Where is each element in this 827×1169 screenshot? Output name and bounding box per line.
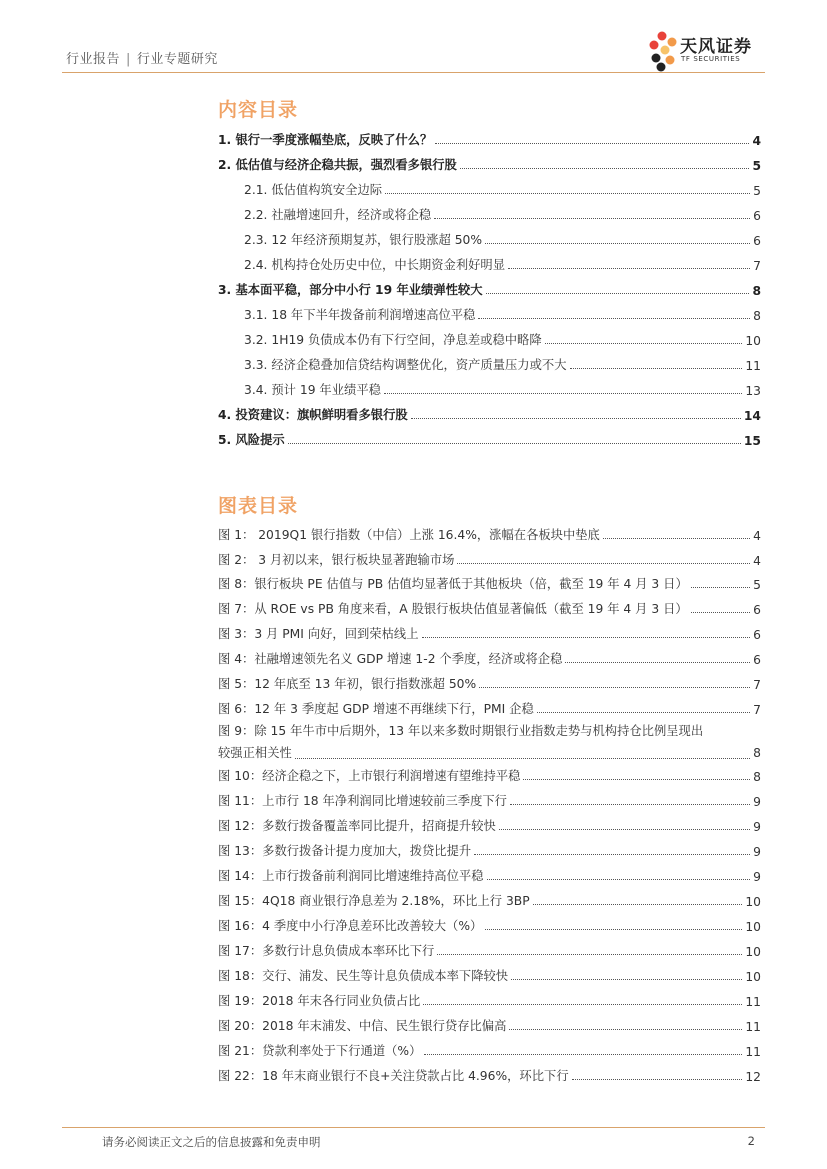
figure-entry[interactable] xyxy=(218,523,761,543)
entry-text: 图 13：多数行拨备计提力度加大，拨贷比提升 xyxy=(218,844,472,858)
report-type: 行业报告 xyxy=(66,52,121,67)
entry-page: 13 xyxy=(745,384,761,398)
entry-text: 图 14：上市行拨备前利润同比增速维持高位平稳 xyxy=(218,869,484,883)
entry-text: 图 16：4 季度中小行净息差环比改善较大（%） xyxy=(218,919,483,933)
figure-entry[interactable] xyxy=(218,764,761,784)
logo-dots-icon xyxy=(648,30,680,72)
entry-page: 6 xyxy=(753,653,761,667)
entry-text: 图 21：贷款利率处于下行通道（%） xyxy=(218,1044,422,1058)
dot-leader xyxy=(691,612,750,613)
dot-leader xyxy=(603,538,750,539)
entry-text: 图 11：上市行 18 年净利润同比增速较前三季度下行 xyxy=(218,794,507,808)
entry-page: 9 xyxy=(753,845,761,859)
dot-leader xyxy=(384,393,742,394)
dot-leader xyxy=(487,879,751,880)
dot-leader xyxy=(570,368,743,369)
entry-text: 图 22：18 年末商业银行不良+关注贷款占比 4.96%，环比下行 xyxy=(218,1069,569,1083)
dot-leader xyxy=(499,829,750,830)
entry-text: 图 3：3 月 PMI 向好，回到荣枯线上 xyxy=(218,627,419,641)
company-logo xyxy=(648,30,778,74)
entry-text: 图 17：多数行计息负债成本率环比下行 xyxy=(218,944,435,958)
entry-page: 14 xyxy=(743,409,761,423)
entry-page: 11 xyxy=(745,359,761,373)
dot-leader xyxy=(510,804,750,805)
entry-page: 11 xyxy=(745,995,761,1009)
figure-entry[interactable] xyxy=(218,964,761,984)
dot-leader xyxy=(435,143,749,144)
entry-text: 1. 银行一季度涨幅垫底，反映了什么？ xyxy=(218,133,433,147)
entry-page: 8 xyxy=(752,284,761,298)
entry-page: 5 xyxy=(752,159,761,173)
dot-leader xyxy=(437,954,742,955)
toc-entry[interactable] xyxy=(244,328,761,348)
dot-leader xyxy=(545,343,743,344)
dot-leader xyxy=(523,779,750,780)
entry-page: 12 xyxy=(745,1070,761,1084)
entry-page: 7 xyxy=(753,678,761,692)
entry-page: 7 xyxy=(753,703,761,717)
entry-page: 10 xyxy=(745,945,761,959)
entry-page: 4 xyxy=(752,134,761,148)
entry-page: 10 xyxy=(745,970,761,984)
entry-page: 6 xyxy=(753,234,761,248)
dot-leader xyxy=(474,854,750,855)
dot-leader xyxy=(295,758,750,759)
entry-text: 3.3. 经济企稳叠加信贷结构调整优化，资产质量压力或不大 xyxy=(244,358,567,372)
entry-text: 图 7：从 ROE vs PB 角度来看，A 股银行板块估值显著偏低（截至 19 年 4 月 3 日） xyxy=(218,602,688,616)
dot-leader xyxy=(424,1054,742,1055)
dot-leader xyxy=(479,687,750,688)
entry-text: 图 5：12 年底至 13 年初，银行指数涨超 50% xyxy=(218,677,477,691)
entry-page: 11 xyxy=(745,1045,761,1059)
entry-text: 2.2. 社融增速回升，经济或将企稳 xyxy=(244,208,432,222)
entry-text: 图 19：2018 年末各行同业负债占比 xyxy=(218,994,421,1008)
figure-entry[interactable] xyxy=(218,1039,761,1059)
dot-leader xyxy=(385,193,750,194)
figure-entry[interactable] xyxy=(218,597,761,617)
dot-leader xyxy=(411,418,741,419)
entry-page: 8 xyxy=(753,770,761,784)
figure-entry[interactable] xyxy=(218,814,761,834)
figure-entry[interactable] xyxy=(218,1064,761,1084)
entry-text: 3.2. 1H19 负债成本仍有下行空间，净息差或稳中略降 xyxy=(244,333,542,347)
toc-entry[interactable] xyxy=(244,303,761,323)
entry-text: 3. 基本面平稳，部分中小行 19 年业绩弹性较大 xyxy=(218,283,483,297)
toc-entry[interactable] xyxy=(244,178,761,198)
entry-page: 10 xyxy=(745,895,761,909)
dot-leader xyxy=(537,712,750,713)
dot-leader xyxy=(485,243,750,244)
figure-entry[interactable] xyxy=(218,864,761,884)
entry-page: 10 xyxy=(745,334,761,348)
entry-text: 3.1. 18 年下半年拨备前利润增速高位平稳 xyxy=(244,308,476,322)
dot-leader xyxy=(565,662,750,663)
figure-entry[interactable] xyxy=(218,572,761,592)
page-number: 2 xyxy=(747,1134,755,1148)
figure-entry-text-line2: 较强正相关性 xyxy=(218,746,292,760)
dot-leader xyxy=(485,929,742,930)
entry-text: 图 6：12 年 3 季度起 GDP 增速不再继续下行，PMI 企稳 xyxy=(218,702,534,716)
dot-leader xyxy=(478,318,750,319)
entry-page: 9 xyxy=(753,820,761,834)
entry-page: 5 xyxy=(753,578,761,592)
toc-entry[interactable] xyxy=(218,153,761,173)
toc-entry[interactable] xyxy=(218,403,761,423)
dot-leader xyxy=(508,268,750,269)
dot-leader xyxy=(533,904,743,905)
figure-entry[interactable] xyxy=(218,622,761,642)
toc-entry[interactable] xyxy=(244,353,761,373)
figure-entry[interactable] xyxy=(218,939,761,959)
entry-page: 8 xyxy=(753,309,761,323)
figures-title: 图表目录 xyxy=(218,495,299,517)
entry-text: 5. 风险提示 xyxy=(218,433,285,447)
entry-page: 4 xyxy=(753,554,761,568)
figure-entry[interactable] xyxy=(218,914,761,934)
entry-text: 图 15：4Q18 商业银行净息差为 2.18%，环比上行 3BP xyxy=(218,894,530,908)
entry-text: 图 2： 3 月初以来，银行板块显著跑输市场 xyxy=(218,553,455,567)
entry-page: 9 xyxy=(753,870,761,884)
toc-entry[interactable] xyxy=(244,228,761,248)
entry-page: 6 xyxy=(753,628,761,642)
toc-entry[interactable] xyxy=(218,428,761,448)
logo-chinese-name: 天风证券 xyxy=(680,37,752,57)
figure-entry-text-line1: 图 9：除 15 年牛市中后期外，13 年以来多数时期银行业指数走势与机构持仓比例呈现出 xyxy=(218,724,704,738)
entry-text: 2.1. 低估值构筑安全边际 xyxy=(244,183,383,197)
toc-entry[interactable] xyxy=(218,128,761,148)
entry-text: 2.3. 12 年经济预期复苏，银行股涨超 50% xyxy=(244,233,483,247)
figure-entry[interactable] xyxy=(218,672,761,692)
entry-page: 9 xyxy=(753,795,761,809)
entry-page: 10 xyxy=(745,920,761,934)
figure-entry[interactable] xyxy=(218,889,761,909)
figure-entry[interactable] xyxy=(218,548,761,568)
dot-leader xyxy=(511,979,742,980)
report-subtype: 行业专题研究 xyxy=(136,52,218,67)
dot-leader xyxy=(457,563,750,564)
entry-page: 5 xyxy=(753,184,761,198)
figure-entry[interactable] xyxy=(218,647,761,667)
entry-page: 4 xyxy=(753,529,761,543)
report-header xyxy=(66,48,218,67)
toc-entry[interactable] xyxy=(244,253,761,273)
toc-entry[interactable] xyxy=(218,278,761,298)
header-divider xyxy=(62,72,765,73)
dot-leader xyxy=(486,293,750,294)
figure-entry-page: 8 xyxy=(753,746,761,760)
toc-entry[interactable] xyxy=(244,203,761,223)
entry-page: 15 xyxy=(743,434,761,448)
figure-entry[interactable] xyxy=(218,989,761,1009)
toc-entry[interactable] xyxy=(244,378,761,398)
figure-entry[interactable] xyxy=(218,697,761,717)
entry-page: 7 xyxy=(753,259,761,273)
dot-leader xyxy=(423,1004,742,1005)
logo-english-name: TF SECURITIES xyxy=(681,55,741,63)
entry-text: 图 20：2018 年末浦发、中信、民生银行贷存比偏高 xyxy=(218,1019,507,1033)
dot-leader xyxy=(691,587,750,588)
entry-text: 图 8：银行板块 PE 估值与 PB 估值均显著低于其他板块（倍，截至 19 年 4 月 3 日） xyxy=(218,577,688,591)
entry-text: 图 1： 2019Q1 银行指数（中信）上涨 16.4%，涨幅在各板块中垫底 xyxy=(218,528,600,542)
dot-leader xyxy=(572,1079,743,1080)
entry-text: 图 4：社融增速领先名义 GDP 增速 1-2 个季度，经济或将企稳 xyxy=(218,652,563,666)
dot-leader xyxy=(288,443,741,444)
dot-leader xyxy=(434,218,750,219)
entry-page: 6 xyxy=(753,603,761,617)
entry-text: 图 12：多数行拨备覆盖率同比提升，招商提升较快 xyxy=(218,819,496,833)
dot-leader xyxy=(460,168,750,169)
figure-entry-wrapped[interactable] xyxy=(218,720,761,764)
entry-text: 3.4. 预计 19 年业绩平稳 xyxy=(244,383,381,397)
dot-leader xyxy=(422,637,751,638)
contents-title: 内容目录 xyxy=(218,99,299,121)
dot-leader xyxy=(509,1029,742,1030)
figure-entry[interactable] xyxy=(218,789,761,809)
entry-text: 图 10：经济企稳之下，上市银行利润增速有望维持平稳 xyxy=(218,769,521,783)
entry-text: 4. 投资建议：旗帜鲜明看多银行股 xyxy=(218,408,408,422)
figure-entry[interactable] xyxy=(218,1014,761,1034)
footer-divider xyxy=(62,1127,765,1128)
header-separator: | xyxy=(126,52,131,67)
entry-text: 2. 低估值与经济企稳共振，强烈看多银行股 xyxy=(218,158,457,172)
entry-text: 2.4. 机构持仓处历史中位，中长期资金利好明显 xyxy=(244,258,506,272)
entry-page: 11 xyxy=(745,1020,761,1034)
entry-text: 图 18：交行、浦发、民生等计息负债成本率下降较快 xyxy=(218,969,509,983)
disclaimer-text: 请务必阅读正文之后的信息披露和免责申明 xyxy=(102,1135,321,1149)
figure-entry[interactable] xyxy=(218,839,761,859)
entry-page: 6 xyxy=(753,209,761,223)
